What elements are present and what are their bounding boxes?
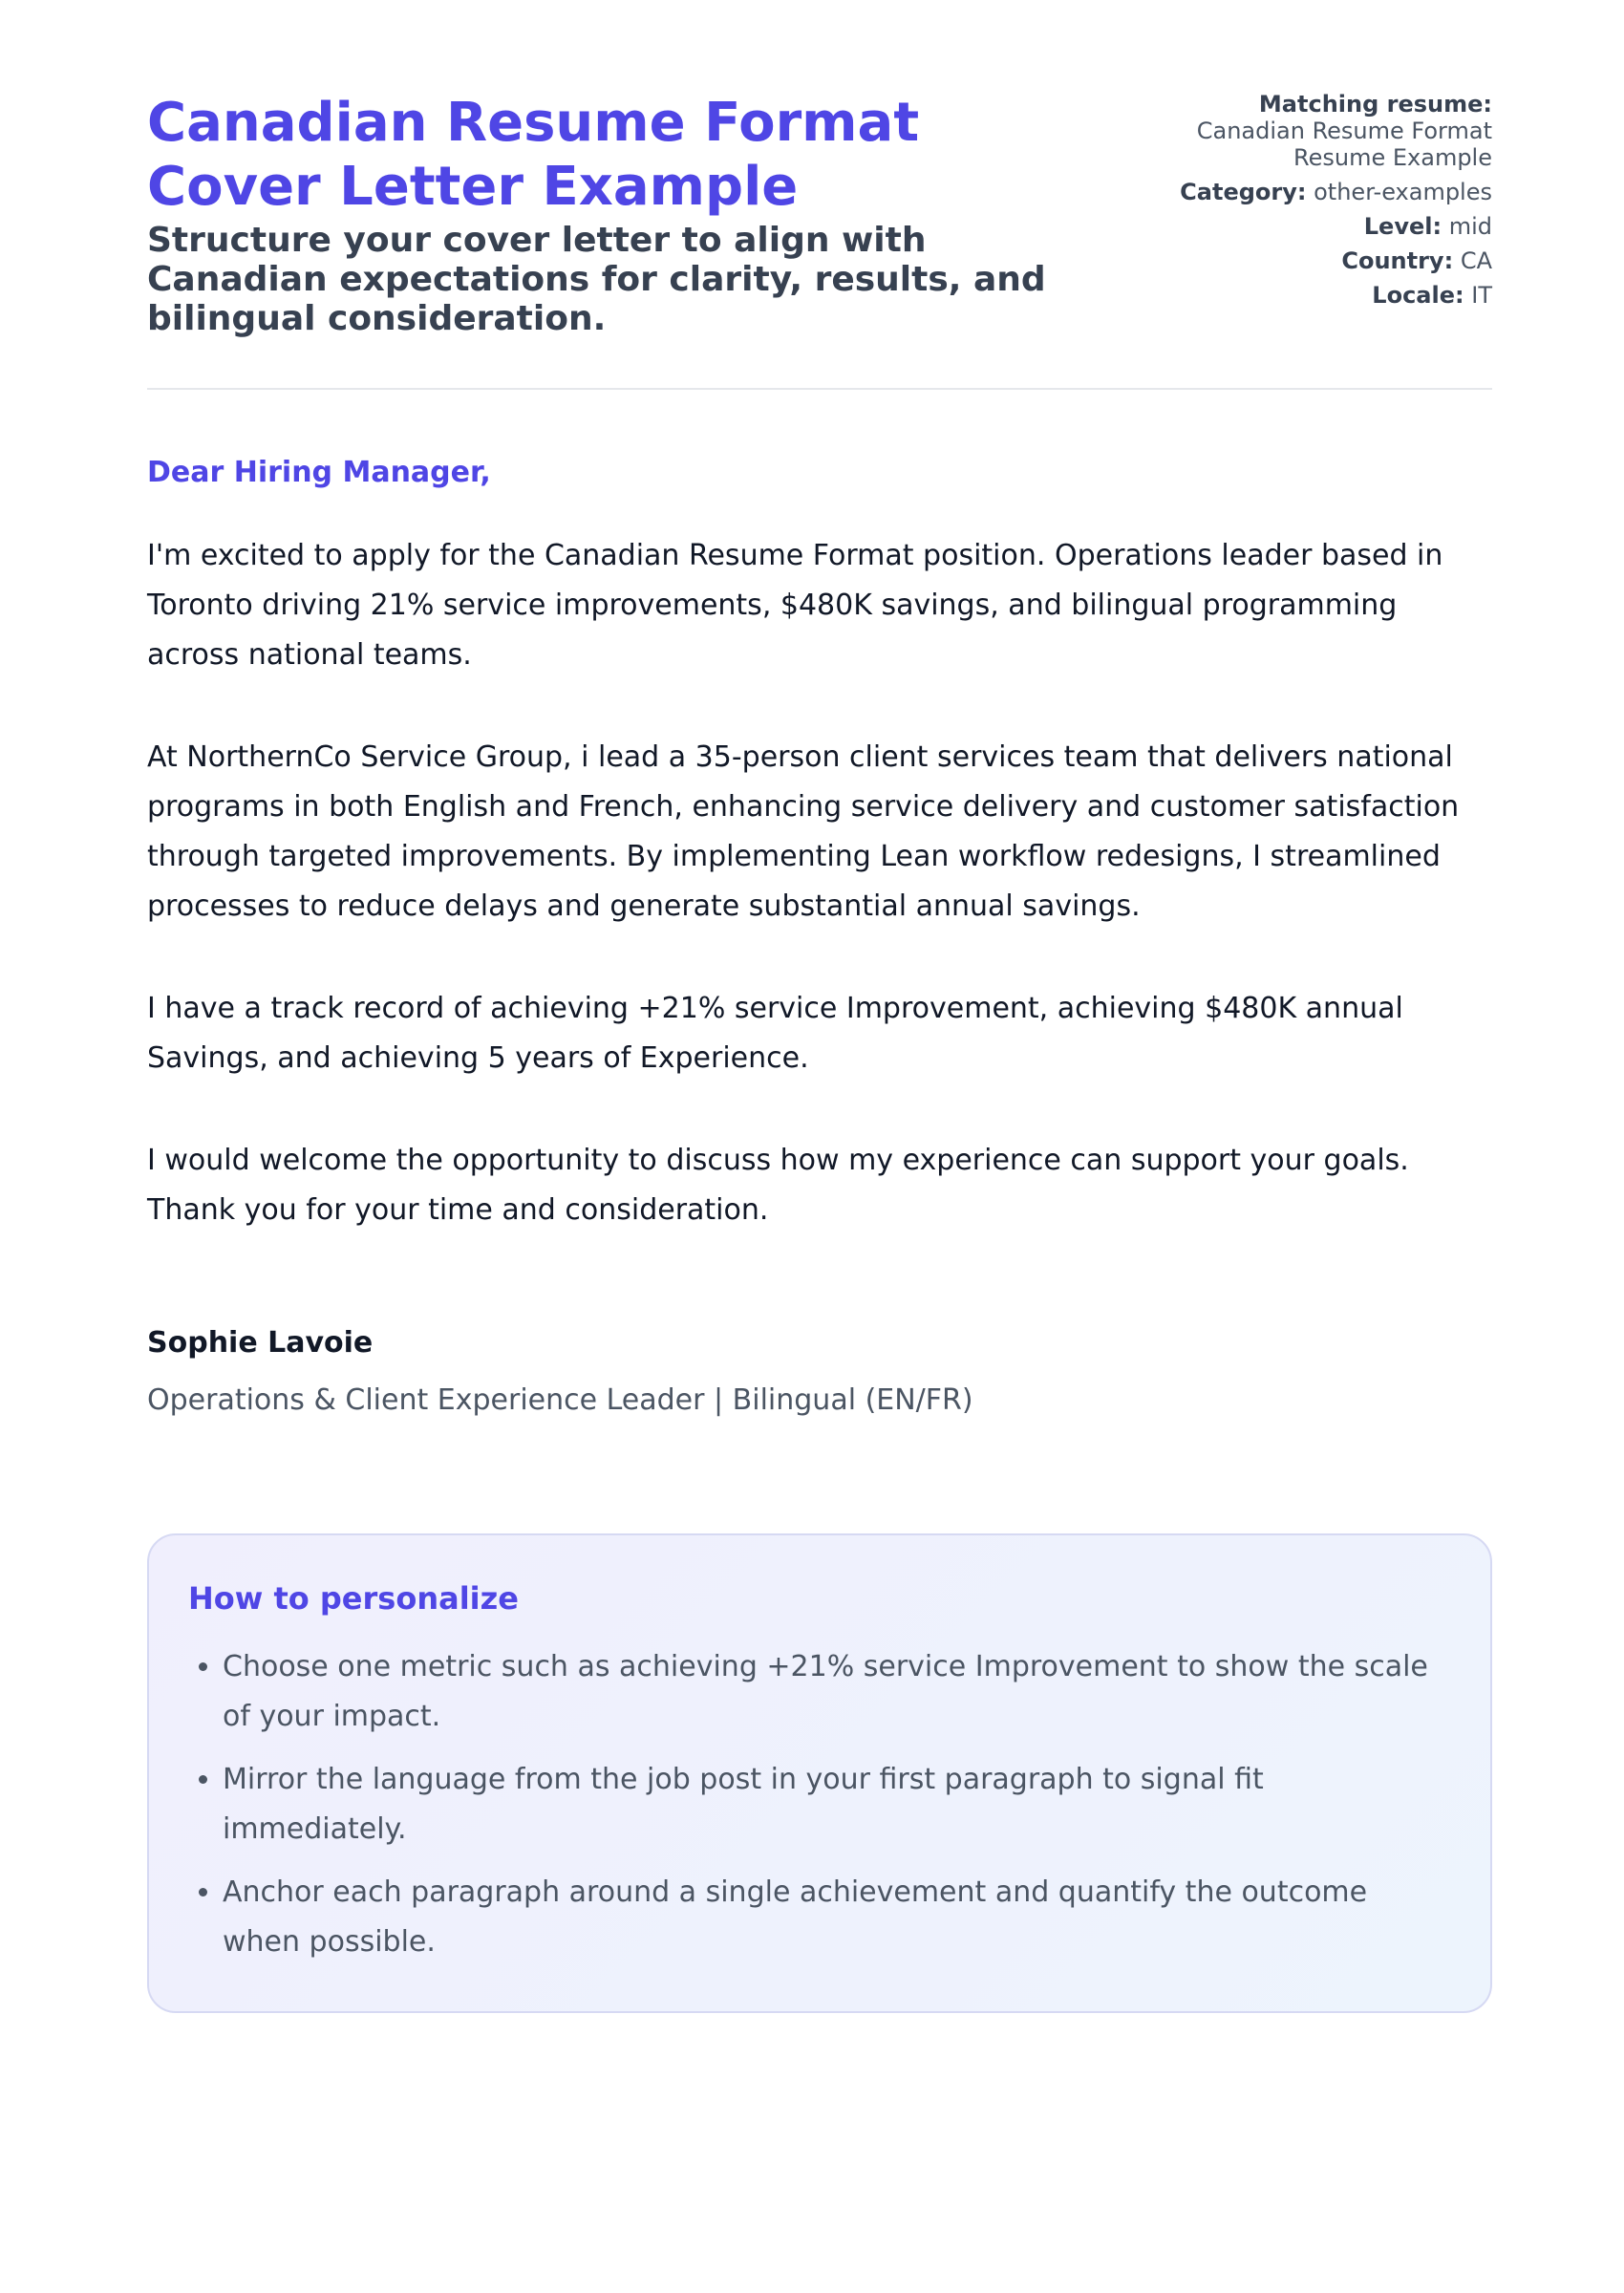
tips-item-3: • Anchor each paragraph around a single achievement and quantify the outcome when possible. xyxy=(223,1868,1452,1967)
signature-name: Sophie Lavoie xyxy=(147,1326,374,1360)
meta-locale xyxy=(1091,282,1492,309)
meta-country xyxy=(1091,247,1492,274)
header-divider xyxy=(147,388,1492,390)
header xyxy=(147,91,1492,387)
meta-category-value: other-examples xyxy=(1314,179,1492,205)
personalize-tips-card xyxy=(147,1533,1492,2013)
letter-paragraph-3: I have a track record of achieving +21% service Improvement, achieving $480K annual Savings, and achieving 5 years of Experience. xyxy=(147,992,1403,1075)
meta-level xyxy=(1091,213,1492,240)
letter-paragraph-1: I'm excited to apply for the Canadian Resume Format position. Operations leader based in Toronto driving 21% service improvements, $480K savings, and bilingual programming across national teams. xyxy=(147,539,1443,672)
meta-category-label: Category: xyxy=(1180,179,1307,205)
page-title: Canadian Resume Format Cover Letter Example xyxy=(147,92,920,218)
meta-matching-resume-value: Canadian Resume Format Resume Example xyxy=(1196,118,1492,171)
signature-block xyxy=(147,1324,973,1420)
meta-country-value: CA xyxy=(1460,247,1492,274)
meta-level-label: Level: xyxy=(1363,213,1442,240)
meta-panel xyxy=(1091,91,1492,316)
meta-level-value: mid xyxy=(1448,213,1492,240)
tips-item-2: • Mirror the language from the job post in your first paragraph to signal fit immediately. xyxy=(223,1755,1452,1854)
letter-paragraph-2: At NorthernCo Service Group, i lead a 35-person client services team that delivers national programs in both English and French, enhancing service delivery and customer satisfaction through targeted improvements. By implementing Lean workflow redesigns, I streamlined processes to reduce delays and generate substantial annual savings. xyxy=(147,740,1460,923)
meta-matching-resume-label: Matching resume: xyxy=(1258,91,1492,118)
signature-title: Operations & Client Experience Leader | Bilingual (EN/FR) xyxy=(147,1383,973,1417)
tips-list xyxy=(188,1642,1452,1967)
meta-matching-resume xyxy=(1091,91,1492,171)
letter-body xyxy=(147,531,1492,1288)
meta-locale-label: Locale: xyxy=(1372,282,1464,309)
tips-heading: How to personalize xyxy=(188,1580,519,1617)
tips-item-1: • Choose one metric such as achieving +21% service Improvement to show the scale of your impact. xyxy=(223,1642,1452,1742)
salutation: Dear Hiring Manager, xyxy=(147,456,491,489)
page-subtitle: Structure your cover letter to align with Canadian expectations for clarity, results, and bilingual consideration. xyxy=(147,221,1046,338)
meta-category xyxy=(1091,179,1492,205)
letter-paragraph-4: I would welcome the opportunity to discuss how my experience can support your goals. Thank you for your time and consideration. xyxy=(147,1144,1409,1227)
cover-letter-page xyxy=(147,91,1492,1959)
meta-country-label: Country: xyxy=(1341,247,1454,274)
meta-locale-value: IT xyxy=(1471,282,1492,309)
